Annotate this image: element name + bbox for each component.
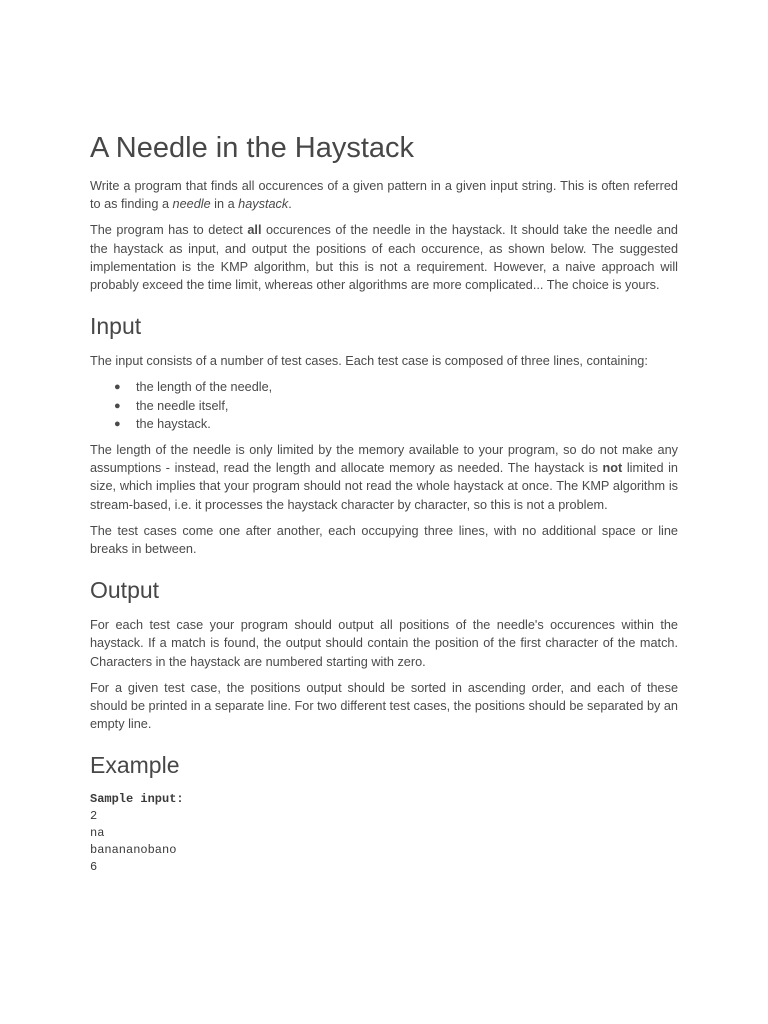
- intro-paragraph-2: [90, 221, 678, 294]
- not-emphasis: not: [602, 461, 623, 476]
- page-title: A Needle in the Haystack: [90, 132, 415, 164]
- sample-line: 6: [90, 860, 98, 875]
- list-item-text: the length of the needle,: [136, 380, 273, 395]
- example-section: [90, 750, 678, 876]
- input-paragraph-2: [90, 441, 678, 514]
- input-section: [90, 311, 678, 558]
- haystack-emphasis: haystack: [238, 197, 289, 212]
- list-item-text: the haystack.: [136, 416, 211, 431]
- intro-paragraph-1: [90, 177, 678, 213]
- sample-line: 2: [90, 809, 98, 824]
- document: [90, 128, 678, 876]
- output-heading: Output: [90, 577, 160, 604]
- sample-input-label: Sample input:: [90, 792, 184, 807]
- intro-text: occurences of the needle in the haystack. It should take the needle and the haystack as input, and output the positions of each occurence, as shown below. The suggested implementation is the KMP algorithm, but this is not a requirement. However, a naive approach will probably exceed the time limit, whereas other algorithms are more complicated... The choice is yours.: [90, 223, 678, 293]
- output-paragraph-2: For a given test case, the positions output should be sorted in ascending order, and each of these should be printed in a separate line. For two different test cases, the positions should be separated by an empty line.: [90, 680, 678, 732]
- example-heading: Example: [90, 752, 180, 779]
- needle-emphasis: needle: [172, 197, 211, 212]
- input-paragraph-1: The input consists of a number of test cases. Each test case is composed of three lines, containing:: [90, 354, 648, 369]
- output-section: [90, 575, 678, 733]
- intro-text: .: [288, 197, 292, 212]
- input-text: The length of the needle is only limited by the memory available to your program, so do not make any assumptions - instead, read the length and allocate memory as needed. The haystack is: [90, 443, 678, 476]
- input-list: [90, 378, 678, 433]
- list-item: [114, 397, 678, 415]
- bullet-icon: ●: [114, 381, 121, 394]
- all-emphasis: all: [247, 223, 262, 238]
- bullet-icon: ●: [114, 417, 121, 430]
- intro-text: Write a program that finds all occurences of a given pattern in a given input string. This is often referred to as finding a: [90, 179, 678, 212]
- output-paragraph-1: For each test case your program should output all positions of the needle's occurences within the haystack. If a match is found, the output should contain the position of the first character of the match. Characters in the haystack are numbered starting with zero.: [90, 618, 678, 669]
- bullet-icon: ●: [114, 399, 121, 412]
- input-paragraph-3: The test cases come one after another, each occupying three lines, with no additional space or line breaks in between.: [90, 523, 678, 557]
- intro-text: in a: [210, 197, 239, 212]
- list-item-text: the needle itself,: [136, 398, 229, 413]
- input-text: limited in size, which implies that your program should not read the whole haystack at once. The KMP algorithm is stream-based, i.e. it processes the haystack character by character, so this is not a problem.: [90, 461, 678, 512]
- intro-text: The program has to detect: [90, 223, 248, 238]
- sample-line: na: [90, 826, 105, 841]
- list-item: [114, 378, 678, 396]
- sample-line: banananobano: [90, 843, 177, 858]
- list-item: [114, 415, 678, 433]
- input-heading: Input: [90, 313, 142, 340]
